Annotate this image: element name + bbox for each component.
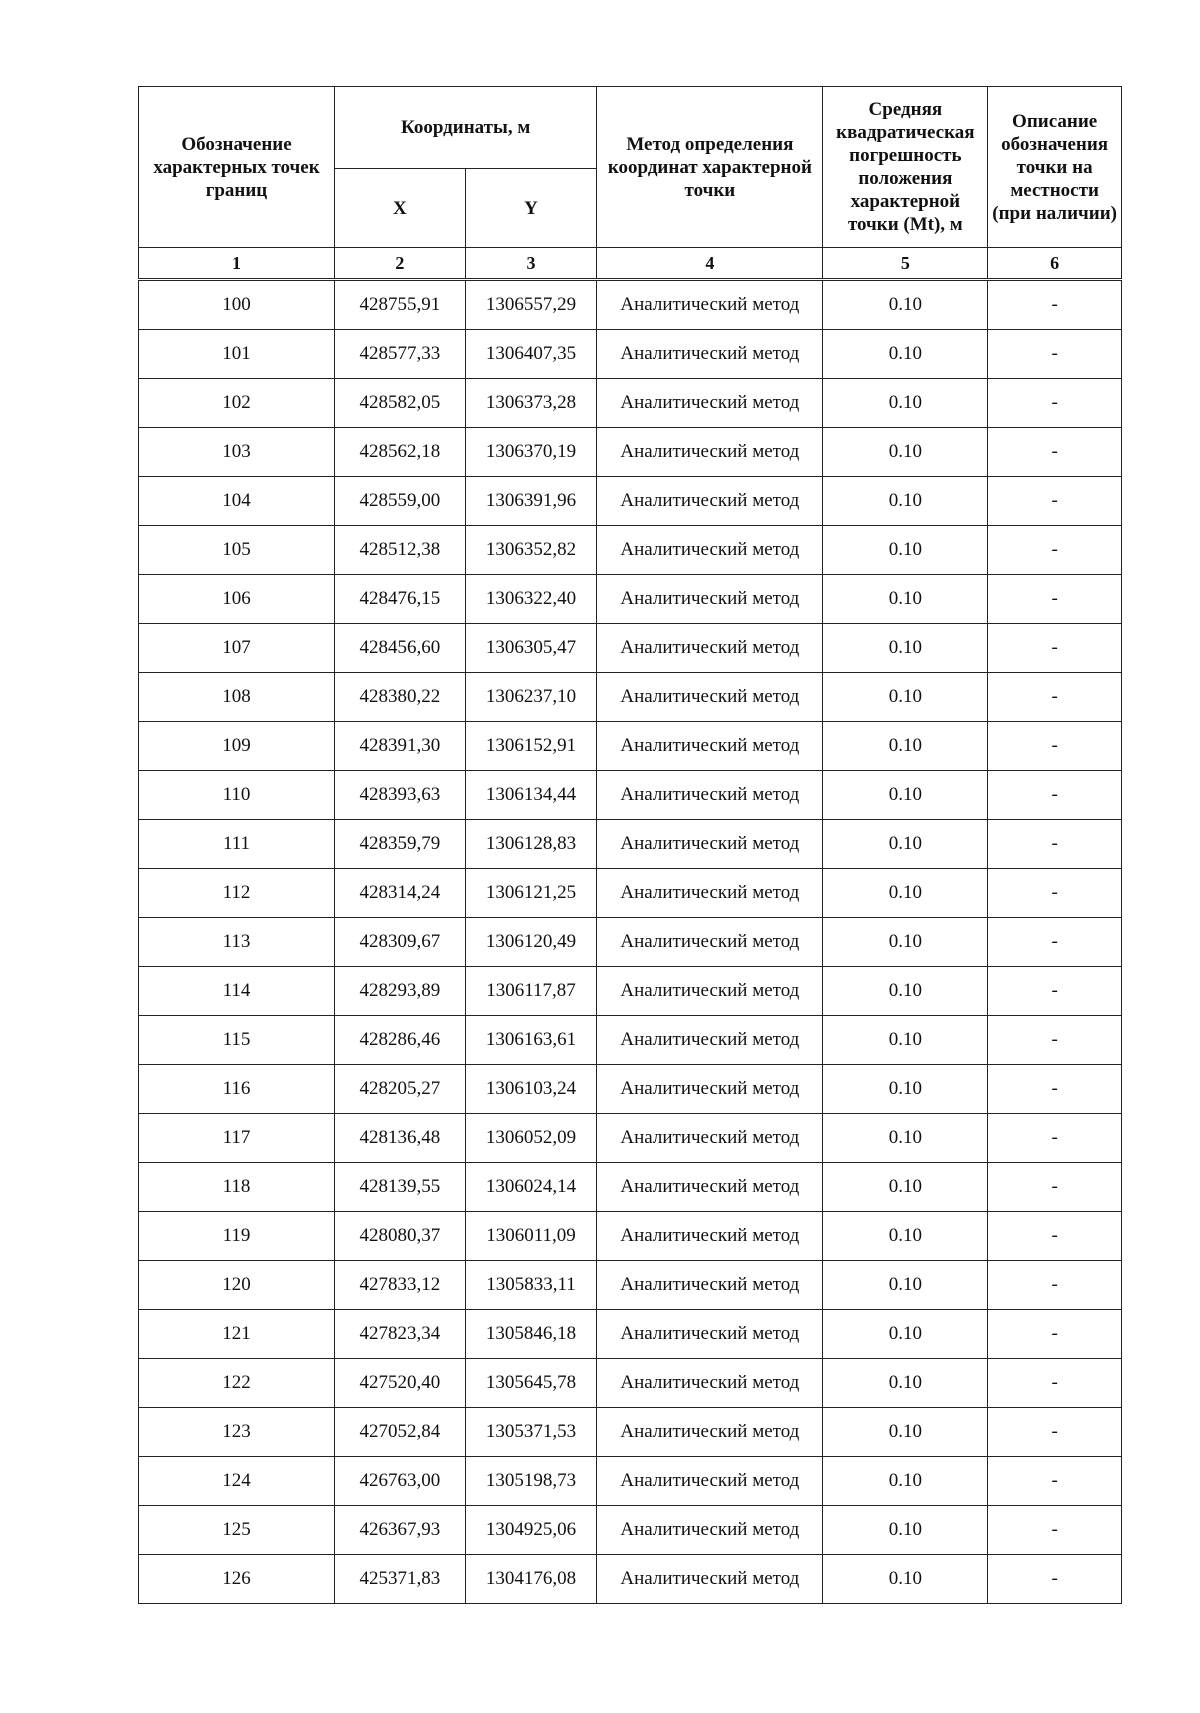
method-cell: Аналитический метод xyxy=(597,624,823,673)
table-header xyxy=(138,86,1122,279)
coord-y-cell: 1306352,82 xyxy=(465,526,597,575)
description-cell: - xyxy=(988,1408,1122,1457)
description-cell: - xyxy=(988,869,1122,918)
error-cell: 0.10 xyxy=(823,624,988,673)
description-cell: - xyxy=(988,1212,1122,1261)
error-cell: 0.10 xyxy=(823,869,988,918)
point-id-cell: 104 xyxy=(139,477,335,526)
description-cell: - xyxy=(988,673,1122,722)
method-cell: Аналитический метод xyxy=(597,1408,823,1457)
description-cell: - xyxy=(988,1261,1122,1310)
table-row xyxy=(139,967,1122,1016)
method-cell: Аналитический метод xyxy=(597,918,823,967)
error-cell: 0.10 xyxy=(823,575,988,624)
coord-y-cell: 1306370,19 xyxy=(465,428,597,477)
description-cell: - xyxy=(988,1163,1122,1212)
table-row xyxy=(139,624,1122,673)
table-row xyxy=(139,1065,1122,1114)
point-id-cell: 102 xyxy=(139,379,335,428)
table-row xyxy=(139,1359,1122,1408)
error-cell: 0.10 xyxy=(823,1310,988,1359)
point-id-cell: 118 xyxy=(139,1163,335,1212)
coord-y-cell: 1305645,78 xyxy=(465,1359,597,1408)
table-row xyxy=(139,1310,1122,1359)
coord-y-cell: 1306134,44 xyxy=(465,771,597,820)
description-cell: - xyxy=(988,771,1122,820)
table-row xyxy=(139,1114,1122,1163)
point-id-cell: 125 xyxy=(139,1506,335,1555)
method-cell: Аналитический метод xyxy=(597,673,823,722)
error-cell: 0.10 xyxy=(823,967,988,1016)
coord-y-cell: 1305833,11 xyxy=(465,1261,597,1310)
point-id-cell: 101 xyxy=(139,330,335,379)
coord-y-cell: 1306120,49 xyxy=(465,918,597,967)
table-row xyxy=(139,673,1122,722)
coord-x-cell: 428582,05 xyxy=(334,379,465,428)
error-cell: 0.10 xyxy=(823,1261,988,1310)
coord-x-cell: 426763,00 xyxy=(334,1457,465,1506)
column-number: 1 xyxy=(139,248,335,279)
point-id-cell: 105 xyxy=(139,526,335,575)
coord-x-cell: 428476,15 xyxy=(334,575,465,624)
coord-x-cell: 428359,79 xyxy=(334,820,465,869)
description-cell: - xyxy=(988,1310,1122,1359)
point-id-cell: 113 xyxy=(139,918,335,967)
method-cell: Аналитический метод xyxy=(597,820,823,869)
point-id-cell: 114 xyxy=(139,967,335,1016)
description-cell: - xyxy=(988,1457,1122,1506)
table-row xyxy=(139,1261,1122,1310)
header-error: Средняя квадратическая погрешность положения характерной точки (Mt), м xyxy=(823,87,988,248)
method-cell: Аналитический метод xyxy=(597,1261,823,1310)
method-cell: Аналитический метод xyxy=(597,1310,823,1359)
error-cell: 0.10 xyxy=(823,918,988,967)
table-row xyxy=(139,575,1122,624)
table-row xyxy=(139,477,1122,526)
point-id-cell: 111 xyxy=(139,820,335,869)
coord-x-cell: 426367,93 xyxy=(334,1506,465,1555)
column-number: 3 xyxy=(465,248,597,279)
error-cell: 0.10 xyxy=(823,330,988,379)
description-cell: - xyxy=(988,1114,1122,1163)
point-id-cell: 124 xyxy=(139,1457,335,1506)
header-method: Метод определения координат характерной точки xyxy=(597,87,823,248)
table-row xyxy=(139,330,1122,379)
coord-x-cell: 428512,38 xyxy=(334,526,465,575)
table-row xyxy=(139,1016,1122,1065)
table-row xyxy=(139,1212,1122,1261)
point-id-cell: 119 xyxy=(139,1212,335,1261)
coord-y-cell: 1306391,96 xyxy=(465,477,597,526)
coord-y-cell: 1306024,14 xyxy=(465,1163,597,1212)
table-row xyxy=(139,722,1122,771)
error-cell: 0.10 xyxy=(823,673,988,722)
coord-x-cell: 428755,91 xyxy=(334,281,465,330)
table-row xyxy=(139,526,1122,575)
header-coordinates: Координаты, м xyxy=(334,87,596,169)
coord-x-cell: 428559,00 xyxy=(334,477,465,526)
description-cell: - xyxy=(988,526,1122,575)
coord-x-cell: 428136,48 xyxy=(334,1114,465,1163)
description-cell: - xyxy=(988,575,1122,624)
coord-y-cell: 1306128,83 xyxy=(465,820,597,869)
method-cell: Аналитический метод xyxy=(597,1212,823,1261)
description-cell: - xyxy=(988,1555,1122,1604)
coord-y-cell: 1306237,10 xyxy=(465,673,597,722)
error-cell: 0.10 xyxy=(823,477,988,526)
error-cell: 0.10 xyxy=(823,379,988,428)
error-cell: 0.10 xyxy=(823,1114,988,1163)
coord-y-cell: 1304176,08 xyxy=(465,1555,597,1604)
table-row xyxy=(139,918,1122,967)
table-row xyxy=(139,820,1122,869)
point-id-cell: 110 xyxy=(139,771,335,820)
table-body xyxy=(139,281,1122,1604)
coord-x-cell: 428456,60 xyxy=(334,624,465,673)
point-id-cell: 108 xyxy=(139,673,335,722)
table-row xyxy=(139,771,1122,820)
description-cell: - xyxy=(988,820,1122,869)
method-cell: Аналитический метод xyxy=(597,1065,823,1114)
method-cell: Аналитический метод xyxy=(597,428,823,477)
description-cell: - xyxy=(988,1016,1122,1065)
error-cell: 0.10 xyxy=(823,1408,988,1457)
coord-x-cell: 428391,30 xyxy=(334,722,465,771)
error-cell: 0.10 xyxy=(823,1555,988,1604)
point-id-cell: 115 xyxy=(139,1016,335,1065)
description-cell: - xyxy=(988,281,1122,330)
table-row xyxy=(139,869,1122,918)
coord-x-cell: 428293,89 xyxy=(334,967,465,1016)
coord-y-cell: 1306121,25 xyxy=(465,869,597,918)
point-id-cell: 109 xyxy=(139,722,335,771)
description-cell: - xyxy=(988,379,1122,428)
error-cell: 0.10 xyxy=(823,1359,988,1408)
method-cell: Аналитический метод xyxy=(597,1114,823,1163)
error-cell: 0.10 xyxy=(823,1016,988,1065)
coord-x-cell: 428393,63 xyxy=(334,771,465,820)
point-id-cell: 107 xyxy=(139,624,335,673)
coord-x-cell: 428562,18 xyxy=(334,428,465,477)
method-cell: Аналитический метод xyxy=(597,1555,823,1604)
table-row xyxy=(139,281,1122,330)
method-cell: Аналитический метод xyxy=(597,281,823,330)
point-id-cell: 103 xyxy=(139,428,335,477)
column-number: 5 xyxy=(823,248,988,279)
point-id-cell: 100 xyxy=(139,281,335,330)
point-id-cell: 116 xyxy=(139,1065,335,1114)
description-cell: - xyxy=(988,1065,1122,1114)
method-cell: Аналитический метод xyxy=(597,1359,823,1408)
coord-x-cell: 427052,84 xyxy=(334,1408,465,1457)
table-row xyxy=(139,1408,1122,1457)
coordinates-table xyxy=(138,280,1122,1604)
description-cell: - xyxy=(988,918,1122,967)
coord-y-cell: 1306052,09 xyxy=(465,1114,597,1163)
table-row xyxy=(139,379,1122,428)
column-number: 4 xyxy=(597,248,823,279)
table-row xyxy=(139,1555,1122,1604)
method-cell: Аналитический метод xyxy=(597,771,823,820)
column-number: 6 xyxy=(988,248,1122,279)
coord-x-cell: 428577,33 xyxy=(334,330,465,379)
error-cell: 0.10 xyxy=(823,1163,988,1212)
method-cell: Аналитический метод xyxy=(597,1163,823,1212)
error-cell: 0.10 xyxy=(823,1506,988,1555)
coord-x-cell: 428205,27 xyxy=(334,1065,465,1114)
method-cell: Аналитический метод xyxy=(597,526,823,575)
method-cell: Аналитический метод xyxy=(597,967,823,1016)
point-id-cell: 117 xyxy=(139,1114,335,1163)
point-id-cell: 121 xyxy=(139,1310,335,1359)
coord-y-cell: 1306322,40 xyxy=(465,575,597,624)
header-y: Y xyxy=(465,169,597,248)
table-row xyxy=(139,1163,1122,1212)
coord-x-cell: 427520,40 xyxy=(334,1359,465,1408)
error-cell: 0.10 xyxy=(823,1212,988,1261)
coord-x-cell: 427823,34 xyxy=(334,1310,465,1359)
header-x: X xyxy=(334,169,465,248)
coord-x-cell: 428080,37 xyxy=(334,1212,465,1261)
table-row xyxy=(139,428,1122,477)
column-number: 2 xyxy=(334,248,465,279)
coord-y-cell: 1306011,09 xyxy=(465,1212,597,1261)
error-cell: 0.10 xyxy=(823,820,988,869)
coord-y-cell: 1304925,06 xyxy=(465,1506,597,1555)
coord-x-cell: 428380,22 xyxy=(334,673,465,722)
description-cell: - xyxy=(988,1359,1122,1408)
method-cell: Аналитический метод xyxy=(597,379,823,428)
description-cell: - xyxy=(988,1506,1122,1555)
error-cell: 0.10 xyxy=(823,526,988,575)
coord-y-cell: 1305846,18 xyxy=(465,1310,597,1359)
coord-y-cell: 1306305,47 xyxy=(465,624,597,673)
coord-x-cell: 428286,46 xyxy=(334,1016,465,1065)
point-id-cell: 112 xyxy=(139,869,335,918)
description-cell: - xyxy=(988,477,1122,526)
description-cell: - xyxy=(988,428,1122,477)
header-designation: Обозначение характерных точек границ xyxy=(139,87,335,248)
coord-x-cell: 427833,12 xyxy=(334,1261,465,1310)
coord-y-cell: 1306373,28 xyxy=(465,379,597,428)
table-row xyxy=(139,1457,1122,1506)
method-cell: Аналитический метод xyxy=(597,330,823,379)
coord-y-cell: 1305198,73 xyxy=(465,1457,597,1506)
point-id-cell: 126 xyxy=(139,1555,335,1604)
coord-x-cell: 425371,83 xyxy=(334,1555,465,1604)
coord-y-cell: 1305371,53 xyxy=(465,1408,597,1457)
coord-y-cell: 1306103,24 xyxy=(465,1065,597,1114)
method-cell: Аналитический метод xyxy=(597,1506,823,1555)
method-cell: Аналитический метод xyxy=(597,575,823,624)
point-id-cell: 120 xyxy=(139,1261,335,1310)
error-cell: 0.10 xyxy=(823,281,988,330)
description-cell: - xyxy=(988,330,1122,379)
coord-y-cell: 1306407,35 xyxy=(465,330,597,379)
point-id-cell: 123 xyxy=(139,1408,335,1457)
error-cell: 0.10 xyxy=(823,1065,988,1114)
description-cell: - xyxy=(988,967,1122,1016)
header-description: Описание обозначения точки на местности (при наличии) xyxy=(988,87,1122,248)
point-id-cell: 106 xyxy=(139,575,335,624)
method-cell: Аналитический метод xyxy=(597,722,823,771)
table-row xyxy=(139,1506,1122,1555)
error-cell: 0.10 xyxy=(823,428,988,477)
coord-x-cell: 428139,55 xyxy=(334,1163,465,1212)
coord-y-cell: 1306163,61 xyxy=(465,1016,597,1065)
error-cell: 0.10 xyxy=(823,771,988,820)
description-cell: - xyxy=(988,722,1122,771)
coord-y-cell: 1306117,87 xyxy=(465,967,597,1016)
point-id-cell: 122 xyxy=(139,1359,335,1408)
method-cell: Аналитический метод xyxy=(597,1016,823,1065)
error-cell: 0.10 xyxy=(823,1457,988,1506)
coord-x-cell: 428309,67 xyxy=(334,918,465,967)
description-cell: - xyxy=(988,624,1122,673)
method-cell: Аналитический метод xyxy=(597,1457,823,1506)
method-cell: Аналитический метод xyxy=(597,869,823,918)
method-cell: Аналитический метод xyxy=(597,477,823,526)
coord-x-cell: 428314,24 xyxy=(334,869,465,918)
coord-y-cell: 1306152,91 xyxy=(465,722,597,771)
error-cell: 0.10 xyxy=(823,722,988,771)
coord-y-cell: 1306557,29 xyxy=(465,281,597,330)
